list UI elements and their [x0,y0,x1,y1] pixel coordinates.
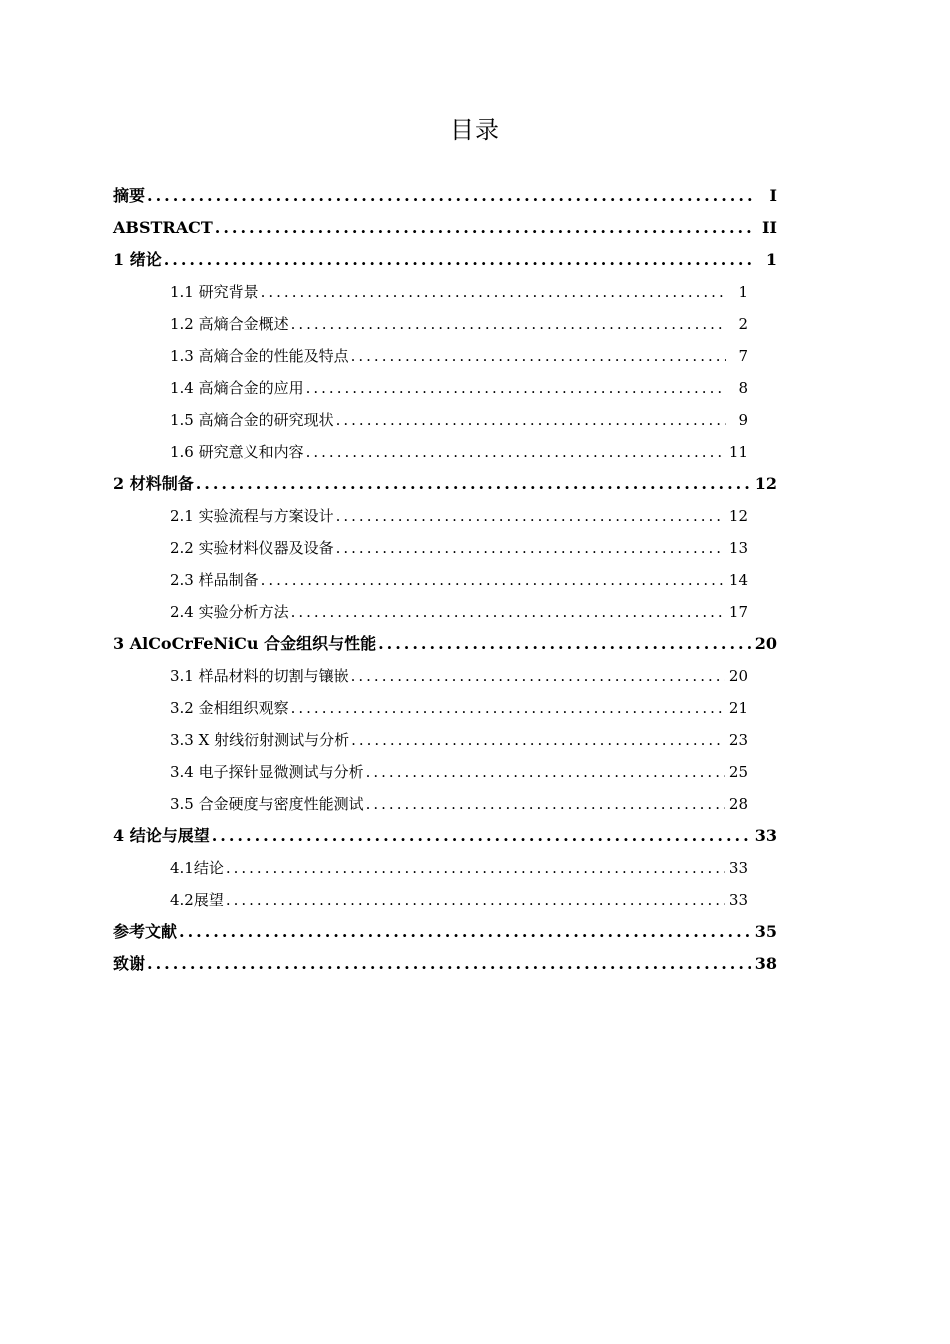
toc-chapter-entry[interactable] [113,948,777,980]
toc-section-entry[interactable] [170,404,748,436]
toc-entry-label: 4 结论与展望 [113,826,210,845]
toc-entry-label: 3 AlCoCrFeNiCu 合金组织与性能 [113,634,377,653]
toc-entry-label: 4.2展望 [170,891,224,909]
toc-section-entry[interactable] [170,308,748,340]
dot-leader [212,820,751,852]
toc-chapter-entry[interactable] [113,628,777,660]
toc-entry-label: 2 材料制备 [113,474,194,493]
toc-page-number: 8 [738,379,748,397]
toc-entry-label: 3.2 金相组织观察 [170,699,289,717]
toc-entry-label: 2.1 实验流程与方案设计 [170,507,334,525]
toc-page-number: 38 [754,954,777,973]
toc-entry-label: 3.5 合金硬度与密度性能测试 [170,795,364,813]
toc-page-number: 7 [738,347,748,365]
toc-section-entry[interactable] [170,756,748,788]
toc-page-number: 12 [754,474,777,493]
toc-entry-label: 2.2 实验材料仪器及设备 [170,539,334,557]
toc-section-entry[interactable] [170,884,748,916]
dot-leader [226,884,725,916]
toc-page-number: 1 [738,283,748,301]
toc-page-number: II [762,218,777,237]
dot-leader [147,180,755,212]
toc-chapter-entry[interactable] [113,244,777,276]
toc-page-number: 20 [728,667,748,685]
table-of-contents [113,180,777,980]
toc-chapter-entry[interactable] [113,916,777,948]
toc-page-number: 11 [728,443,748,461]
toc-page-number: 9 [738,411,748,429]
toc-section-entry[interactable] [170,372,748,404]
dot-leader [291,692,725,724]
dot-leader [226,852,725,884]
toc-section-entry[interactable] [170,500,748,532]
dot-leader [179,916,751,948]
toc-entry-label: 致谢 [113,954,146,973]
toc-chapter-entry[interactable] [113,820,777,852]
dot-leader [366,756,725,788]
toc-section-entry[interactable] [170,788,748,820]
toc-entry-label: 1.5 高熵合金的研究现状 [170,411,334,429]
toc-page-number: 20 [754,634,777,653]
toc-entry-label: 3.1 样品材料的切割与镶嵌 [170,667,349,685]
toc-page-number: 33 [728,891,748,909]
toc-section-entry[interactable] [170,724,748,756]
dot-leader [351,340,726,372]
toc-page-number: 28 [728,795,748,813]
toc-entry-label: 2.4 实验分析方法 [170,603,289,621]
toc-section-entry[interactable] [170,532,748,564]
toc-entry-label: 2.3 样品制备 [170,571,259,589]
toc-entry-label: 1.2 高熵合金概述 [170,315,289,333]
dot-leader [261,276,726,308]
dot-leader [351,724,725,756]
dot-leader [336,404,726,436]
toc-section-entry[interactable] [170,564,748,596]
toc-page-number: 25 [728,763,748,781]
toc-entry-label: 1.6 研究意义和内容 [170,443,304,461]
toc-page-number: 1 [765,250,777,269]
toc-entry-label: ABSTRACT [113,218,213,237]
toc-chapter-entry[interactable] [113,212,777,244]
dot-leader [291,596,725,628]
page-title: 目录 [450,116,500,144]
toc-page-number: 33 [728,859,748,877]
toc-entry-label: 1.4 高熵合金的应用 [170,379,304,397]
dot-leader [351,660,725,692]
toc-page-number: 14 [728,571,748,589]
dot-leader [196,468,751,500]
dot-leader [147,948,751,980]
toc-section-entry[interactable] [170,436,748,468]
dot-leader [306,372,726,404]
toc-entry-label: 1.3 高熵合金的性能及特点 [170,347,349,365]
toc-page-number: 33 [754,826,777,845]
toc-page-number: I [769,186,777,205]
toc-entry-label: 参考文献 [113,922,178,941]
toc-entry-label: 3.3 X 射线衍射测试与分析 [170,731,350,749]
dot-leader [336,532,725,564]
dot-leader [291,308,726,340]
toc-page-number: 12 [728,507,748,525]
toc-section-entry[interactable] [170,660,748,692]
toc-page-number: 35 [754,922,777,941]
toc-page-number: 13 [728,539,748,557]
toc-page-number: 21 [728,699,748,717]
toc-section-entry[interactable] [170,340,748,372]
dot-leader [378,628,751,660]
toc-entry-label: 4.1结论 [170,859,224,877]
toc-chapter-entry[interactable] [113,468,777,500]
toc-section-entry[interactable] [170,276,748,308]
dot-leader [261,564,725,596]
toc-page-number: 17 [728,603,748,621]
toc-entry-label: 摘要 [113,186,146,205]
toc-chapter-entry[interactable] [113,180,777,212]
toc-page-number: 23 [728,731,748,749]
toc-entry-label: 1.1 研究背景 [170,283,259,301]
dot-leader [336,500,725,532]
toc-section-entry[interactable] [170,692,748,724]
toc-section-entry[interactable] [170,596,748,628]
toc-page-number: 2 [738,315,748,333]
toc-section-entry[interactable] [170,852,748,884]
dot-leader [306,436,725,468]
dot-leader [366,788,725,820]
toc-entry-label: 1 绪论 [113,250,162,269]
dot-leader [215,212,755,244]
dot-leader [164,244,755,276]
toc-entry-label: 3.4 电子探针显微测试与分析 [170,763,364,781]
